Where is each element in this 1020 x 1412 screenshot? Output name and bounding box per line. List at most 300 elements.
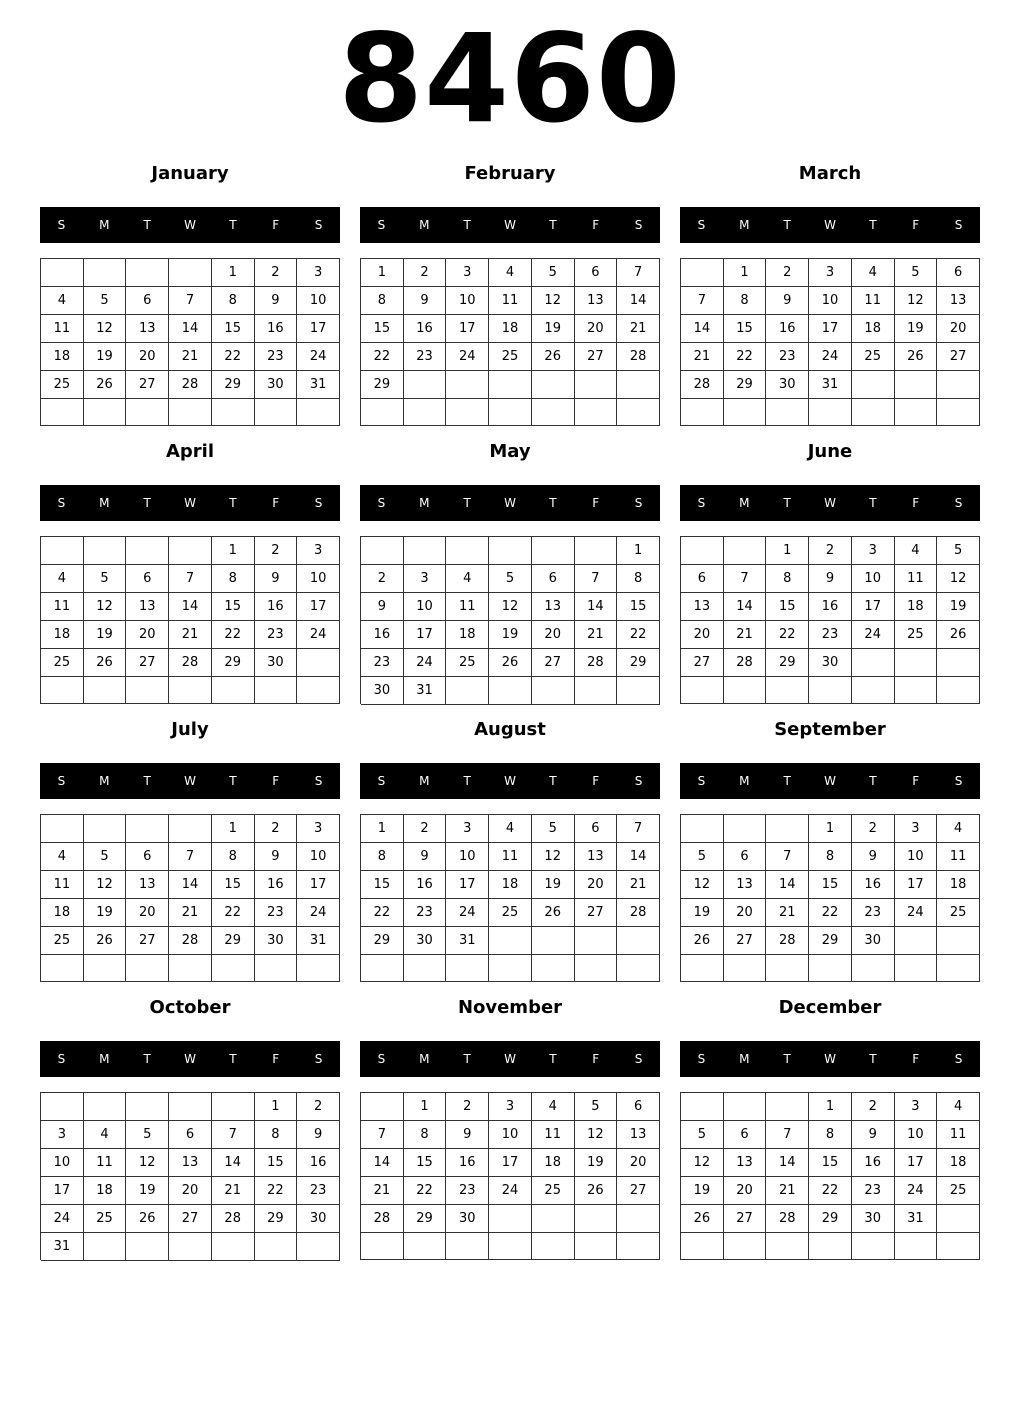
- day-cell: 27: [169, 1205, 212, 1233]
- day-cell: [937, 1205, 980, 1233]
- weekday-label: S: [697, 496, 706, 510]
- day-cell: 3: [297, 537, 340, 565]
- day-cell: 13: [126, 593, 169, 621]
- weekday-header: [680, 485, 980, 521]
- weekday-label: T: [229, 1052, 237, 1066]
- day-cell: 22: [361, 899, 404, 927]
- day-cell: [84, 955, 127, 982]
- day-cell: 20: [724, 899, 767, 927]
- day-cell: 1: [212, 537, 255, 565]
- day-cell: 30: [446, 1205, 489, 1233]
- day-cell: [41, 537, 84, 565]
- day-cell: 2: [255, 815, 298, 843]
- month-april: [40, 434, 340, 704]
- day-cell: [126, 815, 169, 843]
- day-cell: 13: [724, 1149, 767, 1177]
- day-cell: 31: [41, 1233, 84, 1261]
- weekday-label: W: [504, 774, 516, 788]
- day-cell: [724, 677, 767, 704]
- day-cell: 21: [169, 343, 212, 371]
- weekday-header: [680, 1041, 980, 1077]
- day-cell: 2: [852, 815, 895, 843]
- day-cell: 4: [41, 565, 84, 593]
- day-cell: 29: [255, 1205, 298, 1233]
- weekday-label: T: [143, 774, 151, 788]
- day-cell: 28: [724, 649, 767, 677]
- day-cell: 23: [255, 899, 298, 927]
- day-cell: 1: [724, 259, 767, 287]
- day-cell: 14: [766, 871, 809, 899]
- month-july: [40, 712, 340, 982]
- day-cell: 8: [212, 843, 255, 871]
- day-cell: 25: [41, 371, 84, 399]
- day-cell: [169, 955, 212, 982]
- day-cell: [489, 955, 532, 982]
- weekday-label: T: [549, 1052, 557, 1066]
- day-cell: [809, 955, 852, 982]
- day-cell: [852, 677, 895, 704]
- day-cell: [169, 677, 212, 704]
- day-cell: [895, 1233, 938, 1260]
- day-cell: 6: [617, 1093, 660, 1121]
- day-cell: 22: [361, 343, 404, 371]
- day-cell: 17: [297, 315, 340, 343]
- day-cell: 2: [255, 537, 298, 565]
- weekday-label: S: [377, 218, 386, 232]
- day-cell: 9: [255, 843, 298, 871]
- weekday-label: W: [184, 774, 196, 788]
- day-cell: [404, 537, 447, 565]
- day-cell: [681, 815, 724, 843]
- day-cell: 5: [84, 843, 127, 871]
- weekday-label: S: [57, 1052, 66, 1066]
- day-cell: 12: [895, 287, 938, 315]
- day-cell: 15: [404, 1149, 447, 1177]
- day-grid: [40, 814, 340, 982]
- day-cell: [297, 1233, 340, 1261]
- day-cell: [446, 399, 489, 426]
- day-cell: 27: [617, 1177, 660, 1205]
- day-cell: 30: [255, 927, 298, 955]
- weekday-header: [360, 763, 660, 799]
- day-cell: 15: [766, 593, 809, 621]
- day-cell: [532, 371, 575, 399]
- day-cell: [532, 677, 575, 705]
- day-cell: 15: [212, 315, 255, 343]
- day-cell: 25: [852, 343, 895, 371]
- day-cell: 22: [255, 1177, 298, 1205]
- day-cell: 22: [212, 899, 255, 927]
- day-cell: [766, 955, 809, 982]
- weekday-label: T: [783, 774, 791, 788]
- day-cell: 5: [126, 1121, 169, 1149]
- day-cell: [937, 1233, 980, 1260]
- day-cell: 20: [681, 621, 724, 649]
- weekday-header: [680, 763, 980, 799]
- day-cell: [41, 955, 84, 982]
- weekday-label: T: [463, 1052, 471, 1066]
- day-cell: 15: [361, 315, 404, 343]
- day-cell: 8: [212, 287, 255, 315]
- weekday-label: T: [463, 218, 471, 232]
- day-cell: 8: [361, 843, 404, 871]
- day-cell: [852, 399, 895, 426]
- day-cell: 8: [255, 1121, 298, 1149]
- day-cell: 7: [169, 843, 212, 871]
- day-cell: [681, 1233, 724, 1260]
- day-cell: 24: [852, 621, 895, 649]
- day-cell: 20: [937, 315, 980, 343]
- day-cell: 13: [126, 315, 169, 343]
- day-cell: [937, 677, 980, 704]
- day-cell: 6: [724, 843, 767, 871]
- day-cell: 15: [212, 871, 255, 899]
- month-march: [680, 156, 980, 426]
- day-cell: 1: [766, 537, 809, 565]
- day-cell: 13: [575, 287, 618, 315]
- weekday-label: T: [463, 496, 471, 510]
- day-cell: 2: [404, 815, 447, 843]
- day-cell: [255, 399, 298, 426]
- day-cell: [766, 1093, 809, 1121]
- day-cell: 16: [404, 871, 447, 899]
- day-cell: 19: [681, 1177, 724, 1205]
- day-cell: 19: [84, 621, 127, 649]
- day-grid: [40, 258, 340, 426]
- day-cell: 29: [212, 649, 255, 677]
- day-cell: [297, 955, 340, 982]
- weekday-label: M: [739, 218, 750, 232]
- day-cell: 22: [809, 899, 852, 927]
- weekday-label: T: [549, 496, 557, 510]
- day-cell: 14: [766, 1149, 809, 1177]
- day-cell: 4: [489, 259, 532, 287]
- day-cell: 27: [126, 649, 169, 677]
- day-cell: 9: [255, 565, 298, 593]
- day-cell: 26: [489, 649, 532, 677]
- day-cell: 25: [895, 621, 938, 649]
- day-cell: 26: [84, 927, 127, 955]
- day-cell: 28: [681, 371, 724, 399]
- day-cell: 16: [852, 871, 895, 899]
- day-cell: 6: [532, 565, 575, 593]
- weekday-label: T: [143, 1052, 151, 1066]
- day-cell: 20: [724, 1177, 767, 1205]
- day-cell: 3: [895, 1093, 938, 1121]
- day-cell: [361, 399, 404, 426]
- day-cell: 8: [617, 565, 660, 593]
- day-cell: 22: [212, 621, 255, 649]
- day-cell: 1: [255, 1093, 298, 1121]
- day-grid: [40, 536, 340, 704]
- day-cell: 29: [361, 927, 404, 955]
- day-cell: 9: [852, 843, 895, 871]
- day-cell: [41, 399, 84, 426]
- weekday-label: T: [549, 218, 557, 232]
- weekday-label: T: [869, 496, 877, 510]
- day-cell: 11: [489, 287, 532, 315]
- month-name: December: [778, 997, 882, 1018]
- day-cell: [169, 1093, 212, 1121]
- day-cell: 7: [766, 843, 809, 871]
- day-cell: [84, 1093, 127, 1121]
- day-cell: 20: [575, 871, 618, 899]
- day-cell: 22: [617, 621, 660, 649]
- day-cell: 27: [724, 1205, 767, 1233]
- day-cell: 3: [895, 815, 938, 843]
- day-cell: 4: [532, 1093, 575, 1121]
- day-cell: [169, 259, 212, 287]
- day-cell: 16: [255, 593, 298, 621]
- day-cell: 26: [532, 899, 575, 927]
- day-cell: 1: [809, 815, 852, 843]
- day-cell: 28: [361, 1205, 404, 1233]
- day-cell: 22: [809, 1177, 852, 1205]
- day-cell: 14: [617, 843, 660, 871]
- day-cell: 6: [575, 259, 618, 287]
- day-cell: [575, 1205, 618, 1233]
- day-cell: [255, 955, 298, 982]
- day-cell: 27: [126, 371, 169, 399]
- day-cell: 12: [126, 1149, 169, 1177]
- weekday-label: T: [143, 218, 151, 232]
- day-cell: 10: [852, 565, 895, 593]
- weekday-label: F: [592, 1052, 600, 1066]
- day-cell: 29: [809, 927, 852, 955]
- day-cell: [724, 955, 767, 982]
- day-cell: 24: [297, 621, 340, 649]
- day-cell: 6: [126, 843, 169, 871]
- day-cell: 1: [404, 1093, 447, 1121]
- day-cell: 29: [404, 1205, 447, 1233]
- day-cell: 26: [681, 1205, 724, 1233]
- day-cell: 7: [575, 565, 618, 593]
- day-cell: 21: [212, 1177, 255, 1205]
- day-cell: [212, 1093, 255, 1121]
- weekday-label: S: [634, 496, 643, 510]
- day-cell: 13: [169, 1149, 212, 1177]
- day-cell: 19: [895, 315, 938, 343]
- weekday-label: T: [229, 218, 237, 232]
- day-cell: [297, 677, 340, 704]
- day-cell: [41, 677, 84, 704]
- day-cell: 12: [489, 593, 532, 621]
- day-cell: [575, 955, 618, 982]
- weekday-label: M: [739, 774, 750, 788]
- day-cell: 10: [297, 565, 340, 593]
- day-cell: 12: [84, 593, 127, 621]
- day-grid: [360, 258, 660, 426]
- day-cell: 28: [766, 927, 809, 955]
- day-cell: 2: [809, 537, 852, 565]
- day-cell: [446, 1233, 489, 1260]
- day-grid: [680, 814, 980, 982]
- weekday-label: F: [592, 218, 600, 232]
- month-january: [40, 156, 340, 426]
- day-cell: [809, 399, 852, 426]
- day-cell: 11: [446, 593, 489, 621]
- month-september: [680, 712, 980, 982]
- day-cell: [895, 649, 938, 677]
- day-cell: [126, 677, 169, 704]
- day-cell: 14: [681, 315, 724, 343]
- weekday-label: M: [99, 218, 110, 232]
- day-cell: 22: [766, 621, 809, 649]
- day-cell: [126, 955, 169, 982]
- day-cell: [766, 1233, 809, 1260]
- day-cell: 15: [361, 871, 404, 899]
- day-cell: 14: [169, 871, 212, 899]
- weekday-label: F: [912, 1052, 920, 1066]
- weekday-label: S: [697, 1052, 706, 1066]
- day-cell: 29: [361, 371, 404, 399]
- day-cell: 31: [297, 371, 340, 399]
- day-cell: 23: [852, 1177, 895, 1205]
- day-cell: [895, 955, 938, 982]
- day-cell: 30: [255, 649, 298, 677]
- day-cell: 1: [361, 259, 404, 287]
- day-cell: 10: [404, 593, 447, 621]
- year-title: 8460: [338, 8, 682, 150]
- day-cell: 31: [446, 927, 489, 955]
- weekday-label: M: [99, 496, 110, 510]
- month-june: [680, 434, 980, 704]
- day-cell: 25: [41, 927, 84, 955]
- day-cell: 6: [681, 565, 724, 593]
- weekday-label: T: [229, 496, 237, 510]
- day-cell: 11: [937, 843, 980, 871]
- day-cell: 3: [297, 815, 340, 843]
- day-cell: 12: [681, 1149, 724, 1177]
- day-cell: [41, 815, 84, 843]
- day-cell: [532, 927, 575, 955]
- day-cell: [84, 259, 127, 287]
- day-cell: 4: [41, 287, 84, 315]
- weekday-label: F: [272, 218, 280, 232]
- weekday-label: T: [229, 774, 237, 788]
- day-cell: 10: [297, 843, 340, 871]
- day-cell: [575, 371, 618, 399]
- day-cell: 7: [212, 1121, 255, 1149]
- day-cell: [361, 1093, 404, 1121]
- day-cell: [532, 537, 575, 565]
- day-cell: [169, 399, 212, 426]
- day-cell: 13: [532, 593, 575, 621]
- day-cell: 16: [361, 621, 404, 649]
- day-cell: 20: [575, 315, 618, 343]
- day-cell: [126, 537, 169, 565]
- weekday-label: T: [869, 1052, 877, 1066]
- day-cell: 3: [852, 537, 895, 565]
- day-cell: 7: [617, 815, 660, 843]
- day-cell: 21: [766, 899, 809, 927]
- day-cell: 25: [532, 1177, 575, 1205]
- day-cell: 3: [446, 259, 489, 287]
- day-cell: [852, 649, 895, 677]
- day-cell: [404, 1233, 447, 1260]
- day-cell: 4: [489, 815, 532, 843]
- day-cell: [532, 399, 575, 426]
- day-cell: 4: [937, 815, 980, 843]
- day-cell: 28: [169, 371, 212, 399]
- day-cell: 31: [297, 927, 340, 955]
- day-cell: 19: [489, 621, 532, 649]
- day-cell: [169, 537, 212, 565]
- weekday-label: M: [739, 1052, 750, 1066]
- day-cell: 5: [532, 815, 575, 843]
- day-cell: 1: [361, 815, 404, 843]
- day-cell: 14: [361, 1149, 404, 1177]
- day-cell: 27: [937, 343, 980, 371]
- day-cell: 15: [724, 315, 767, 343]
- day-cell: 29: [724, 371, 767, 399]
- day-cell: 5: [937, 537, 980, 565]
- day-cell: 18: [446, 621, 489, 649]
- day-cell: 10: [809, 287, 852, 315]
- day-cell: [852, 371, 895, 399]
- month-august: [360, 712, 660, 982]
- day-cell: 4: [937, 1093, 980, 1121]
- day-cell: 14: [575, 593, 618, 621]
- weekday-label: W: [504, 1052, 516, 1066]
- weekday-label: S: [377, 1052, 386, 1066]
- day-cell: 11: [937, 1121, 980, 1149]
- day-cell: 7: [766, 1121, 809, 1149]
- weekday-label: T: [463, 774, 471, 788]
- day-cell: 1: [809, 1093, 852, 1121]
- month-december: [680, 990, 980, 1260]
- day-cell: 5: [532, 259, 575, 287]
- day-cell: [575, 1233, 618, 1260]
- day-cell: [169, 1233, 212, 1261]
- day-cell: 20: [617, 1149, 660, 1177]
- day-cell: 29: [212, 371, 255, 399]
- weekday-header: [360, 207, 660, 243]
- day-cell: 27: [681, 649, 724, 677]
- day-cell: [766, 399, 809, 426]
- weekday-label: S: [314, 774, 323, 788]
- weekday-label: W: [184, 1052, 196, 1066]
- weekday-label: S: [954, 774, 963, 788]
- day-cell: [41, 1093, 84, 1121]
- day-cell: 18: [41, 621, 84, 649]
- day-cell: 26: [937, 621, 980, 649]
- weekday-label: T: [143, 496, 151, 510]
- day-cell: [895, 399, 938, 426]
- day-cell: 28: [169, 649, 212, 677]
- day-cell: 21: [169, 899, 212, 927]
- day-cell: [446, 677, 489, 705]
- day-cell: 23: [404, 899, 447, 927]
- day-cell: 21: [169, 621, 212, 649]
- day-cell: 23: [809, 621, 852, 649]
- day-cell: 16: [297, 1149, 340, 1177]
- day-cell: 20: [126, 899, 169, 927]
- day-cell: 21: [617, 315, 660, 343]
- day-cell: 18: [489, 315, 532, 343]
- day-cell: [532, 1205, 575, 1233]
- day-cell: 12: [937, 565, 980, 593]
- day-cell: 25: [937, 899, 980, 927]
- day-cell: 13: [617, 1121, 660, 1149]
- weekday-label: T: [869, 774, 877, 788]
- day-cell: 18: [41, 899, 84, 927]
- day-cell: 5: [84, 287, 127, 315]
- weekday-label: M: [419, 218, 430, 232]
- day-cell: 20: [169, 1177, 212, 1205]
- day-cell: 26: [84, 649, 127, 677]
- day-cell: 7: [169, 565, 212, 593]
